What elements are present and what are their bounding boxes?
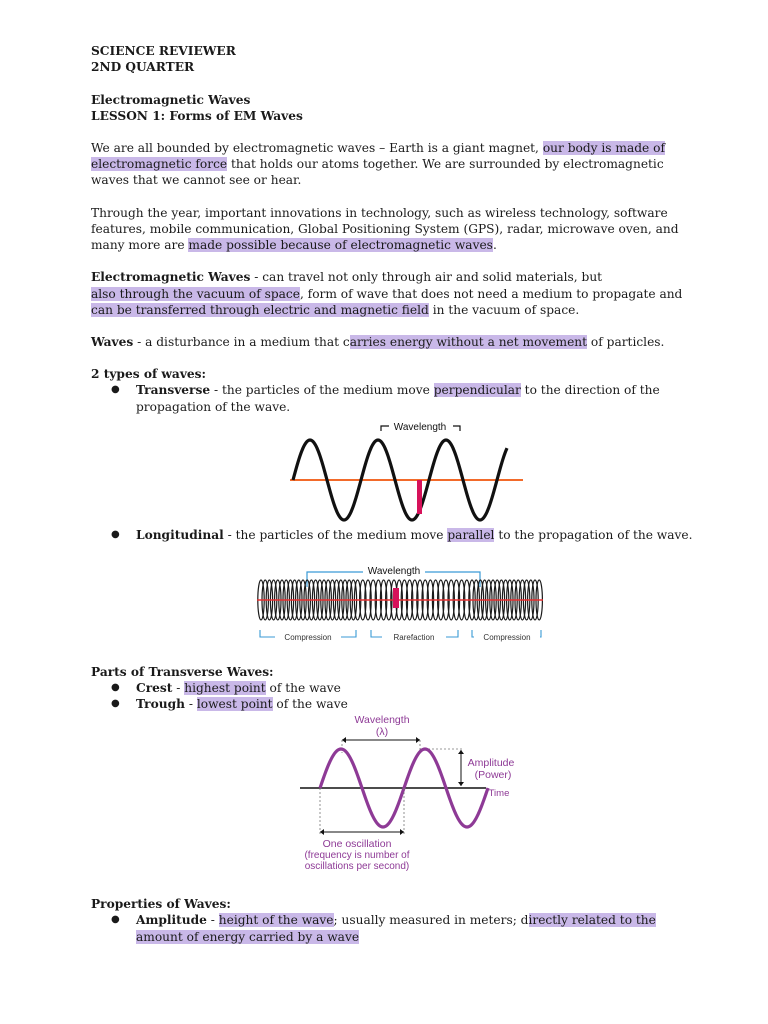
highlight: amount of energy carried by a wave (136, 930, 360, 944)
highlight: lowest point (196, 697, 273, 711)
compression-label: Compression (483, 633, 531, 642)
highlight: arries energy without a net movement (349, 335, 588, 349)
wavelength-label: Wavelength (367, 566, 421, 577)
highlight: highest point (184, 681, 266, 695)
trough-line: Trough - lowest point of the wave (136, 697, 348, 711)
highlight: our body is made of (542, 141, 665, 155)
highlight: perpendicular (433, 383, 521, 397)
highlight: can be transferred through electric and magnetic field (91, 303, 429, 317)
lambda-label: (λ) (375, 726, 389, 738)
doc-quarter: 2ND QUARTER (91, 60, 195, 74)
bullet: ● (111, 682, 120, 693)
p2-line1: Through the year, important innovations in technology, such as wireless technology, software (91, 206, 668, 220)
amplitude-line2 (136, 929, 359, 945)
lesson-heading: LESSON 1: Forms of EM Waves (91, 109, 303, 123)
longitudinal-wave-figure (255, 560, 545, 645)
longitudinal-line1: Longitudinal - the particles of the medium move parallel to the propagation of the wave. (136, 528, 693, 542)
transverse-line2: propagation of the wave. (136, 400, 291, 414)
bullet: ● (111, 384, 120, 395)
p2-line2: features, mobile communication, Global Positioning System (GPS), radar, microwave oven, and (91, 222, 679, 236)
doc-title: SCIENCE REVIEWER (91, 44, 236, 58)
wavelength-label: Wavelength (393, 422, 447, 433)
crest-line: Crest - highest point of the wave (136, 681, 341, 695)
highlight: made possible because of electromagnetic waves (188, 238, 493, 252)
frequency-label: (frequency is number of (304, 850, 410, 861)
compression-label: Compression (284, 633, 332, 642)
p1-line3: waves that we cannot see or hear. (91, 173, 302, 187)
bullet: ● (111, 914, 120, 925)
frequency-label: oscillations per second) (304, 861, 410, 872)
time-label: Time (488, 788, 510, 799)
p1-line2: electromagnetic force that holds our atoms together. We are surrounded by electromagnetic (91, 157, 664, 171)
highlight: irectly related to the (528, 913, 656, 927)
oscillation-label: One oscillation (322, 838, 392, 850)
highlight: also through the vacuum of space (91, 287, 300, 301)
bullet: ● (111, 529, 120, 540)
types-heading: 2 types of waves: (91, 367, 207, 381)
amplitude-marker (417, 480, 422, 514)
highlight: height of the wave (218, 913, 334, 927)
amplitude-line1: Amplitude - height of the wave; usually measured in meters; directly related to the (136, 913, 656, 927)
p2-line3: many more are made possible because of electromagnetic waves. (91, 238, 497, 252)
transverse-line1: Transverse - the particles of the medium move perpendicular to the direction of the (136, 383, 660, 397)
parts-heading: Parts of Transverse Waves: (91, 665, 274, 679)
bullet: ● (111, 698, 120, 709)
rarefaction-label: Rarefaction (393, 633, 435, 642)
topic-heading: Electromagnetic Waves (91, 93, 251, 107)
p1-line1: We are all bounded by electromagnetic waves – Earth is a giant magnet, our body is made of (91, 141, 665, 155)
p4-line1: Waves - a disturbance in a medium that carries energy without a net movement of particles. (91, 335, 665, 349)
p3-line2: also through the vacuum of space, form of wave that does not need a medium to propagate and (91, 287, 683, 301)
wave-anatomy-figure (292, 712, 532, 874)
props-heading: Properties of Waves: (91, 897, 231, 911)
p3-line3: can be transferred through electric and magnetic field in the vacuum of space. (91, 303, 580, 317)
highlight: parallel (447, 528, 495, 542)
p3-line1: Electromagnetic Waves - can travel not only through air and solid materials, but (91, 270, 603, 284)
power-label: (Power) (474, 769, 512, 781)
amplitude-label: Amplitude (467, 757, 515, 769)
wavelength-label: Wavelength (354, 714, 410, 726)
particle-marker (393, 588, 399, 608)
highlight: electromagnetic force (91, 157, 228, 171)
transverse-wave-figure (285, 418, 525, 518)
